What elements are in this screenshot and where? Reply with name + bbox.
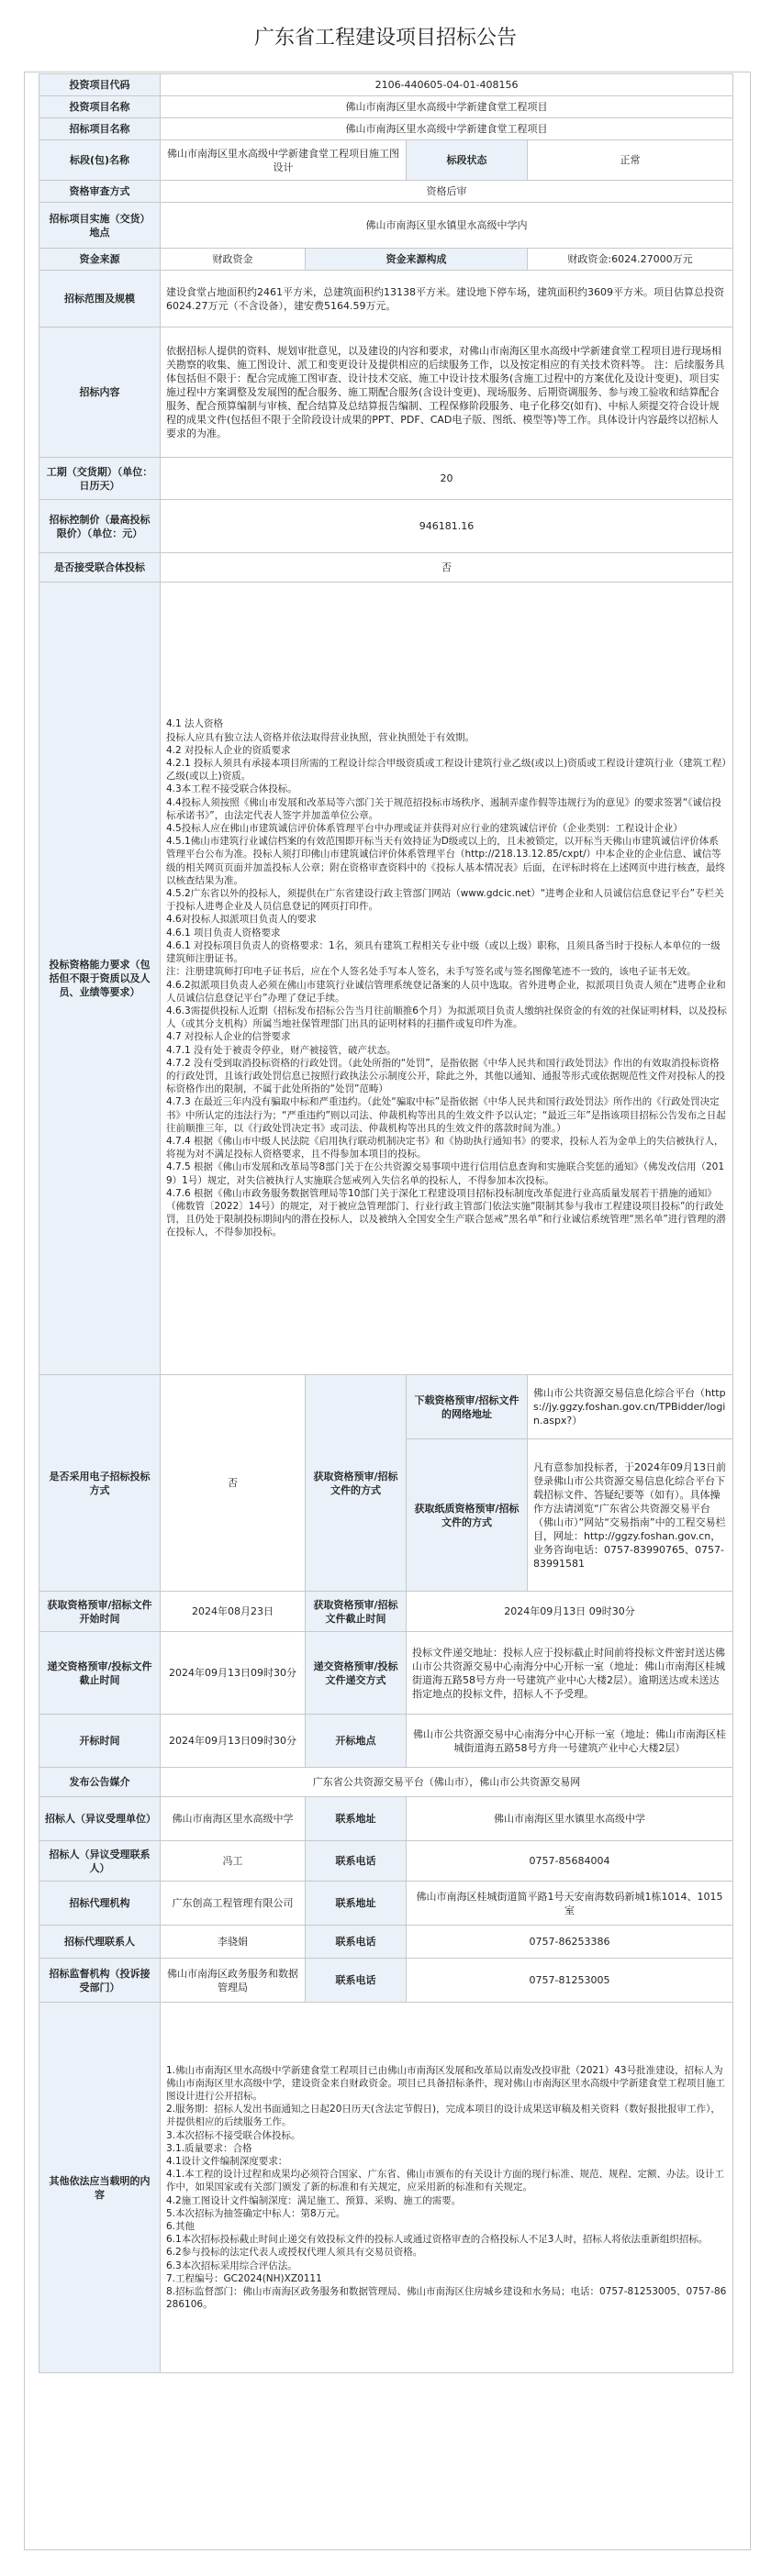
row-qualification-review [39,181,733,203]
project-code-label: 投资项目代码 [39,74,161,96]
open-place-value: 佛山市公共资源交易中心南海分中心开标一室（地址：佛山市南海区桂城街道海五路58号方舟一号建筑产业中心大楼2层） [407,1715,733,1768]
funding-composition-label: 资金来源构成 [306,249,528,271]
project-name-value: 佛山市南海区里水高级中学新建食堂工程项目 [161,96,733,118]
tenderee-phone-label: 联系电话 [306,1841,407,1882]
tenderee-contact-label: 招标人（异议受理联系人） [39,1841,161,1882]
submit-deadline-label: 递交资格预审/投标文件截止时间 [39,1632,161,1715]
row-location [39,203,733,249]
scope-label: 招标范围及规模 [39,271,161,328]
row-submit [39,1632,733,1715]
obtain-end-label: 获取资格预审/招标文件截止时间 [306,1592,407,1632]
agency-contact-label: 招标代理联系人 [39,1926,161,1959]
open-time-label: 开标时间 [39,1715,161,1768]
tender-info-table [39,73,733,2373]
row-media [39,1768,733,1797]
tender-project-name-label: 招标项目名称 [39,118,161,140]
supervisor-phone-value: 0757-81253005 [407,1959,733,2003]
project-name-label: 投资项目名称 [39,96,161,118]
supervisor-label: 招标监督机构（投诉接受部门） [39,1959,161,2003]
content-label: 招标内容 [39,328,161,458]
obtain-start-value: 2024年08月23日 [161,1592,306,1632]
page-title: 广东省工程建设项目招标公告 [253,26,517,50]
max-price-value: 946181.16 [161,500,733,553]
agency-value: 广东创高工程管理有限公司 [161,1882,306,1926]
row-agency [39,1882,733,1926]
row-duration [39,458,733,500]
tenderee-phone-value: 0757-85684004 [407,1841,733,1882]
row-obtain-time [39,1592,733,1632]
submit-method-value: 投标文件递交地址：投标人应于投标截止时间前将投标文件密封送达佛山市公共资源交易中心南海分中心开标一室（地址：佛山市南海区桂城街道海五路58号方舟一号建筑产业中心大楼2层）。逾期送达或未送达指定地点的投标文件，招标人不予受理。 [407,1632,733,1715]
row-project-name [39,96,733,118]
location-label: 招标项目实施（交货）地点 [39,203,161,249]
qualification-review-label: 资格审查方式 [39,181,161,203]
row-content [39,328,733,458]
joint-bid-value: 否 [161,553,733,583]
agency-label: 招标代理机构 [39,1882,161,1926]
duration-label: 工期（交货期）（单位：日历天） [39,458,161,500]
project-code-value: 2106-440605-04-01-408156 [161,74,733,96]
agency-contact-value: 李骁娟 [161,1926,306,1959]
row-section [39,140,733,181]
agency-address-label: 联系地址 [306,1882,407,1926]
submit-method-label: 递交资格预审/投标文件递交方式 [306,1632,407,1715]
media-label: 发布公告媒介 [39,1768,161,1797]
location-value: 佛山市南海区里水镇里水高级中学内 [161,203,733,249]
content-value: 依据招标人提供的资料、规划审批意见，以及建设的内容和要求，对佛山市南海区里水高级中学新建食堂工程项目进行现场相关勘察的收集、施工图设计、派工和变更设计及提供相应的后续服务工作，以及按定相应的有关技术资料等。 注：后续服务具体包括但不限于：配合完成施工图审查、设计技术交底、施工中设计技术服务(含施工过程中的方案优化及设计变更)、项目实施过程中方案调整及发展图的配合服务、施工期配合服务(含设计变更)、现场服务、后期资调服务、参与竣工验收和结算配合服务、配合预算编制与审核、配合结算及总结算报告编制、工程保修阶段服务、电子化移交(如有)、中标人须提交符合设计规程的成果文件(包括但不限于全阶段设计成果的PPT、PDF、CAD电子版、图纸、模型等)等工作。具体设计内容最终以招标人要求的为准。 [161,328,733,458]
obtain-end-value: 2024年09月13日 09时30分 [407,1592,733,1632]
agency-address-value: 佛山市南海区桂城街道简平路1号天安南海数码新城1栋1014、1015室 [407,1882,733,1926]
section-status-value: 正常 [528,140,733,181]
electronic-value: 否 [161,1375,306,1592]
download-address-value: 佛山市公共资源交易信息化综合平台（https://jy.ggzy.foshan.gov.cn/TPBidder/login.aspx?） [528,1375,733,1439]
row-supervisor [39,1959,733,2003]
tender-project-name-value: 佛山市南海区里水高级中学新建食堂工程项目 [161,118,733,140]
media-value: 广东省公共资源交易平台（佛山市），佛山市公共资源交易网 [161,1768,733,1797]
row-other [39,2003,733,2373]
supervisor-phone-label: 联系电话 [306,1959,407,2003]
row-tenderee [39,1797,733,1841]
download-address-label: 下载资格预审/招标文件的网络地址 [407,1375,528,1439]
agency-phone-value: 0757-86253386 [407,1926,733,1959]
funding-composition-value: 财政资金:6024.27000万元 [528,249,733,271]
row-funding [39,249,733,271]
obtain-method-label: 获取资格预审/招标文件的方式 [306,1375,407,1592]
supervisor-value: 佛山市南海区政务服务和数据管理局 [161,1959,306,2003]
tenderee-label: 招标人（异议受理单位） [39,1797,161,1841]
row-joint-bid [39,553,733,583]
obtain-start-label: 获取资格预审/招标文件开始时间 [39,1592,161,1632]
scope-value: 建设食堂占地面积约2461平方米，总建筑面积约13138平方米。建设地下停车场，建筑面积约3609平方米。项目估算总投资6024.27万元（不含设备），建安费5164.59万元。 [161,271,733,328]
row-max-price [39,500,733,553]
other-label: 其他依法应当载明的内容 [39,2003,161,2373]
paper-method-label: 获取纸质资格预审/招标文件的方式 [407,1439,528,1592]
paper-method-value: 凡有意参加投标者，于2024年09月13日前登录佛山市公共资源交易信息化综合平台下载招标文件、答疑纪要等（如有）。具体操作方法请浏览“广东省公共资源交易平台（佛山市）”网站“交易指南”中的工程交易栏目，网址：http://ggzy.foshan.gov.cn，业务咨询电话：0757-83990765、0757-83991581 [528,1439,733,1592]
row-qualification [39,583,733,1375]
tenderee-address-label: 联系地址 [306,1797,407,1841]
joint-bid-label: 是否接受联合体投标 [39,553,161,583]
tenderee-contact-value: 冯工 [161,1841,306,1882]
row-tenderee-contact [39,1841,733,1882]
other-value: 1.佛山市南海区里水高级中学新建食堂工程项目已由佛山市南海区发展和改革局以南发改投审批（2021）43号批准建设，招标人为佛山市南海区里水高级中学，建设资金来自财政资金。项目已具备招标条件，现对佛山市南海区里水高级中学新建食堂工程项目施工图设计进行公开招标。 2.服务期：招标人发出书面通知之日起20日历天(含法定节假日)，完成本项目的设计成果送审稿及相关资料（数好报批报审工作），并提供相应的后续服务工作。 3.本次招标不接受联合体投标。 3.1.质量要求：合格 4.1设计文件编制深度要求： 4.1.本工程的设计过程和成果均必须符合国家、广东省、佛山市颁布的有关设计方面的现行标准、规范、规程、定额、办法。设计工作中，如果国家或有关部门颁发了新的标准和有关规定，应采用新的标准和有关规定。 4.2施工图设计文件编制深度：满足施工、预算、采购、施工的需要。 5.本次招标为抽签确定中标人：第8万元。 6.其他 6.1本次招标投标截止时间止递交有效投标文件的投标人或通过资格审查的合格投标人不足3人时，招标人将依法重新组织招标。 6.2参与投标的法定代表人或授权代理人须具有交易员资格。 6.3本次招标采用综合评估法。 7.工程编号：GC2024(NH)XZ0111 8.招标监督部门：佛山市南海区政务服务和数据管理局、佛山市南海区住房城乡建设和水务局；电话：0757-81253005、0757-86286106。 [161,2003,733,2373]
duration-value: 20 [161,458,733,500]
funding-value: 财政资金 [161,249,306,271]
tenderee-address-value: 佛山市南海区里水镇里水高级中学 [407,1797,733,1841]
submit-deadline-value: 2024年09月13日09时30分 [161,1632,306,1715]
row-scope [39,271,733,328]
row-open [39,1715,733,1768]
funding-label: 资金来源 [39,249,161,271]
row-project-code [39,74,733,96]
electronic-label: 是否采用电子招标投标方式 [39,1375,161,1592]
row-electronic-1 [39,1375,733,1439]
max-price-label: 招标控制价（最高投标限价）（单位：元） [39,500,161,553]
row-tender-project-name [39,118,733,140]
row-agency-contact [39,1926,733,1959]
section-status-label: 标段状态 [407,140,528,181]
open-time-value: 2024年09月13日09时30分 [161,1715,306,1768]
section-label: 标段(包)名称 [39,140,161,181]
open-place-label: 开标地点 [306,1715,407,1768]
qualification-label: 投标资格能力要求（包括但不限于资质以及人员、业绩等要求） [39,583,161,1375]
tenderee-value: 佛山市南海区里水高级中学 [161,1797,306,1841]
qualification-value: 4.1 法人资格 投标人应具有独立法人资格并依法取得营业执照，营业执照处于有效期。 4.2 对投标人企业的资质要求 4.2.1 投标人须具有承接本项目所需的工程设计综合甲级资质或工程设计建筑行业乙级(或以上)资质或工程设计建筑行业（建筑工程）乙级(或以上)资质。 4.3本工程不接受联合体投标。 4.4投标人须按照《佛山市发展和改革局等六部门关于规范招投标市场秩序、遏制弄虚作假等违规行为的意见》的要求签署“《诚信投标承诺书》”，由法定代表人签字并加盖单位公章。 4.5投标人应在佛山市建筑诚信评价体系管理平台中办理或证并获得对应行业的建筑诚信评价（企业类别：工程设计企业） 4.5.1佛山市建筑行业诚信档案的有效范围即开标当天有效持证为D级或以上的，且未被锁定，以开标当天佛山市建筑诚信评价体系管理平台公布为准。投标人须打印佛山市建筑诚信评价体系管理平台（http://218.13.12.85/cxpt/）中本企业的企业信息、诚信等级的相关网页页面并加盖投标人公章；附在资格审查资料中的《投标人基本情况表》后面，在评标时将在上述网页中进行核查，最终以核查结果为准。 4.5.2广东省以外的投标人，须提供在广东省建设行政主管部门网站（www.gdcic.net）“进粤企业和人员诚信信息登记平台”专栏关于投标人进粤企业及人员信息登记的网页打印件。 4.6对投标人拟派项目负责人的要求 4.6.1 项目负责人资格要求 4.6.1 对投标项目负责人的资格要求：1名，须具有建筑工程相关专业中级（或以上级）职称，且须具备当时于投标人本单位的一级建筑师注册证书。 注：注册建筑师打印电子证书后，应在个人签名处手写本人签名，未手写签名或与签名图像笔迹不一致的，该电子证书无效。 4.6.2拟派项目负责人必须在佛山市建筑行业诚信管理系统登记备案的人员中选取。省外进粤企业，拟派项目负责人须在“进粤企业和人员诚信信息登记平台”办理了登记手续。 4.6.3需提供投标人近期（招标发布招标公告当月往前顺推6个月）为拟派项目负责人缴纳社保资金的有效的社保证明材料，以及投标人（或其分支机构）所属当地社保管理部门出具的证明材料的扫描件或复印件为准。 4.7 对投标人企业的信誉要求 4.7.1 没有处于被责令停业，财产被接管，破产状态。 4.7.2 没有受到取消投标资格的行政处罚。（此处所指的“处罚”，是指依据《中华人民共和国行政处罚法》作出的有效取消投标资格的行政处罚，且该行政处罚信息已按照行政执法公示制度公开，除此之外，其他以通知、通报等形式或依据规范性文件对投标人的投标资格作出的限制，不属于此处所指的“处罚”范畴） 4.7.3 在最近三年内没有骗取中标和严重违约。（此处“骗取中标”是指依据《中华人民共和国行政处罚法》所作出的《行政处罚决定书》中所认定的违法行为；“严重违约”则以司法、仲裁机构等出具的生效文件予以认定；“最近三年”是指该项目招标公告发布之日起往前顺推三年，以《行政处罚决定书》或司法、仲裁机构等出具的生效文件的落款时间为准。） 4.7.4 根据《佛山市中级人民法院《启用执行联动机制决定书》和《协助执行通知书》的要求，投标人若为金单上的失信被执行人，将视为对不满足投标人资格要求，且不得参加本项目的投标。 4.7.5 根据《佛山市发展和改革局等8部门关于在公共资源交易事项中进行信用信息查询和实施联合奖惩的通知》（佛发改信用（2019）1号）规定，对失信被执行人实施联合惩戒列入失信名单的投标人，不得参加本次投标。 4.7.6 根据《佛山市政务服务数据管理局等10部门关于深化工程建设项目招标投标制度改革促进行业高质量发展若干措施的通知》（佛数管〔2022〕14号）的规定，对于被应急管理部门、行业行政主管部门依法实施“限制其参与我市工程建设项目投标”的行政处罚，且仍处于限制投标期间内的潜在投标人，以及被纳入全国安全生产联合惩戒“黑名单”和行业诚信系统管理“黑名单”进行管理的潜在投标人，不得参加投标。 [161,583,733,1375]
agency-phone-label: 联系电话 [306,1926,407,1959]
qualification-review-value: 资格后审 [161,181,733,203]
section-value: 佛山市南海区里水高级中学新建食堂工程项目施工图设计 [161,140,407,181]
